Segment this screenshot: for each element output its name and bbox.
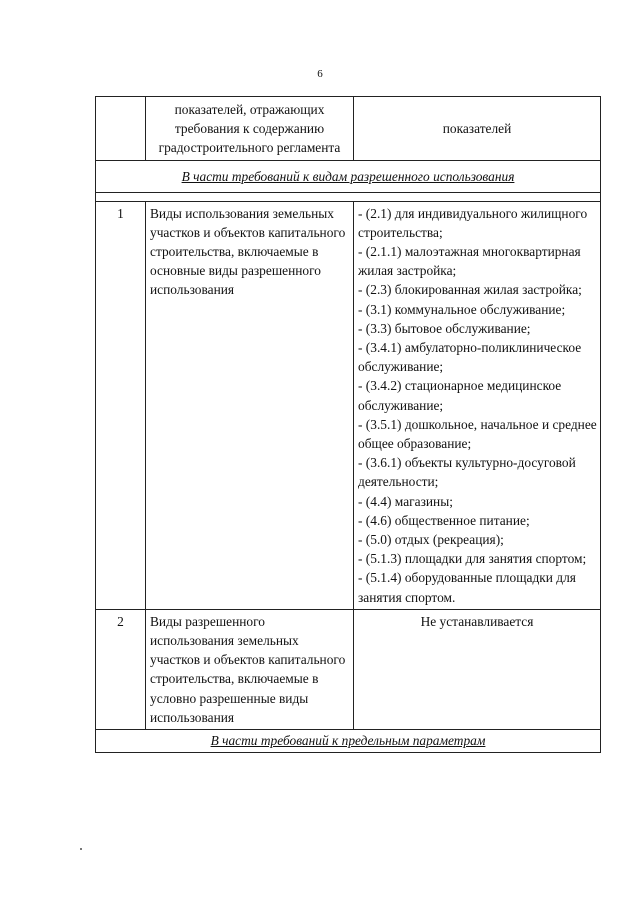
section-title-limits: В части требований к предельным параметрам	[96, 730, 601, 753]
spacer-row	[96, 192, 601, 201]
list-item: - (5.1.4) оборудованные площадки для занятия спортом.	[358, 570, 576, 605]
section-row-limits	[96, 730, 601, 753]
list-item: - (4.4) магазины;	[358, 493, 453, 509]
list-item: - (3.3) бытовое обслуживание;	[358, 320, 531, 336]
list-item: - (3.5.1) дошкольное, начальное и среднее общее образование;	[358, 416, 597, 452]
section-title-use-types: В части требований к видам разрешенного использования	[96, 160, 601, 192]
list-item: - (3.4.2) стационарное медицинское обслуживание;	[358, 378, 562, 413]
header-number-cell	[96, 97, 146, 161]
table-row	[96, 609, 601, 729]
row-number: 2	[96, 609, 146, 729]
list-item: - (5.0) отдых (рекреация);	[358, 532, 504, 548]
row-indicator-name: Виды разрешенного использования земельных участков и объектов капитального строительства, включаемые в условно разрешенные виды использования	[146, 609, 354, 729]
spacer-cell	[96, 192, 601, 201]
header-indicator-value: показателей	[354, 97, 601, 161]
list-item: - (3.1) коммунальное обслуживание;	[358, 301, 566, 317]
row-indicator-value-list	[354, 201, 601, 609]
list-item: - (3.4.1) амбулаторно-поликлиническое обслуживание;	[358, 340, 582, 375]
table-header-row	[96, 97, 601, 161]
page-number: 6	[317, 68, 323, 80]
section-row-use-types	[96, 160, 601, 192]
list-item: - (2.1.1) малоэтажная многоквартирная жилая застройка;	[358, 244, 581, 279]
header-indicator-name: показателей, отражающих требования к содержанию градостроительного регламента	[146, 97, 354, 161]
list-item: - (5.1.3) площадки для занятия спортом;	[358, 551, 587, 567]
list-item: - (4.6) общественное питание;	[358, 512, 530, 528]
row-number: 1	[96, 201, 146, 609]
scan-speck	[80, 848, 82, 850]
row-indicator-name: Виды использования земельных участков и объектов капитального строительства, включаемые в основные виды разрешенного использования	[146, 201, 354, 609]
row-indicator-value: Не устанавливается	[354, 609, 601, 729]
list-item: - (3.6.1) объекты культурно-досуговой деятельности;	[358, 455, 576, 490]
table-row	[96, 201, 601, 609]
list-item: - (2.1) для индивидуального жилищного строительства;	[358, 205, 588, 240]
regulation-table	[95, 96, 601, 753]
list-item: - (2.3) блокированная жилая застройка;	[358, 282, 582, 298]
